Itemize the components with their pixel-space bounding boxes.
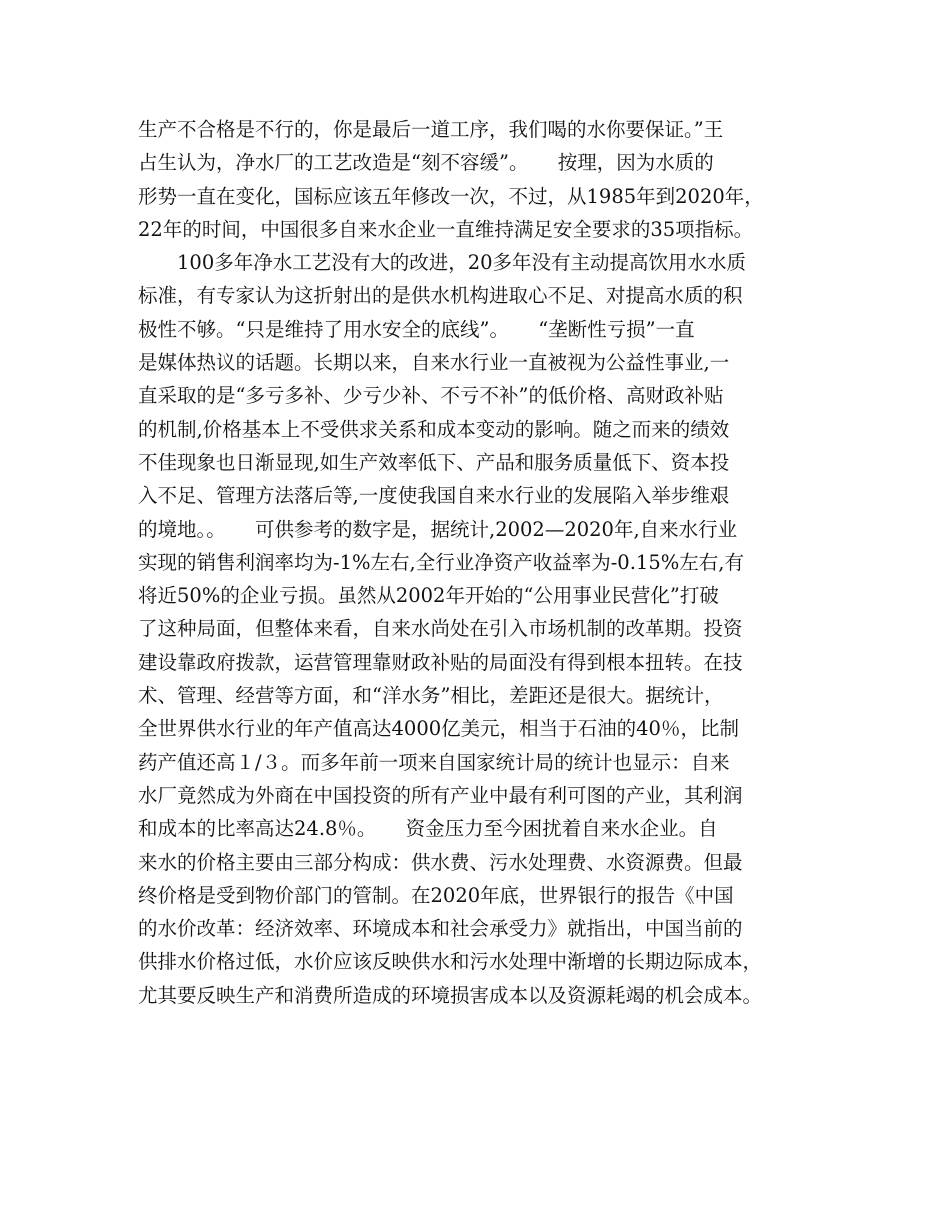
- text-line: 占生认为，净水厂的工艺改造是“刻不容缓”。 按理，因为水质的: [138, 151, 714, 175]
- text-line: 的机制,价格基本上不受供求关系和成本变动的影响。随之而来的绩效: [138, 417, 730, 441]
- text-line: 直采取的是“多亏多补、少亏少补、不亏不补”的低价格、高财政补贴: [138, 384, 724, 408]
- text-line: 的境地。。 可供参考的数字是，据统计,2002—2020年,自来水行业: [138, 517, 738, 541]
- text-line: 全世界供水行业的年产值高达4000亿美元，相当于石油的40％，比制: [138, 717, 739, 741]
- text-line: 入不足、管理方法落后等,一度使我国自来水行业的发展陷入举步维艰: [138, 484, 730, 508]
- text-line: 药产值还高１/３。而多年前一项来自国家统计局的统计也显示：自来: [138, 750, 730, 774]
- text-line: 建设靠政府拨款，运营管理靠财政补贴的局面没有得到根本扭转。在技: [138, 650, 743, 674]
- text-line: 和成本的比率高达24.8％。 资金压力至今困扰着自来水企业。自: [138, 817, 718, 841]
- text-line: 形势一直在变化，国标应该五年修改一次，不过，从1985年到2020年，: [138, 184, 764, 208]
- paragraph-first-line: 100多年净水工艺没有大的改进，20多年没有主动提高饮用水水质: [177, 251, 747, 275]
- text-line: 将近50%的企业亏损。虽然从2002年开始的“公用事业民营化”打破: [138, 584, 719, 608]
- text-line: 极性不够。“只是维持了用水安全的底线”。 “垄断性亏损”一直: [138, 317, 695, 341]
- text-line: 的水价改革：经济效率、环境成本和社会承受力》就指出，中国当前的: [138, 917, 743, 941]
- body-text: [138, 113, 828, 1012]
- text-line: 实现的销售利润率均为-1%左右,全行业净资产收益率为-0.15%左右,有: [138, 550, 744, 574]
- text-line: 不佳现象也日渐显现,如生产效率低下、产品和服务质量低下、资本投: [138, 450, 730, 474]
- text-line: 是媒体热议的话题。长期以来，自来水行业一直被视为公益性事业,一: [138, 351, 730, 375]
- text-line: 尤其要反映生产和消费所造成的环境损害成本以及资源耗竭的机会成本。: [138, 983, 763, 1007]
- text-line: 22年的时间，中国很多自来水企业一直维持满足安全要求的35项指标。: [138, 217, 754, 241]
- text-line: 供排水价格过低，水价应该反映供水和污水处理中渐增的长期边际成本，: [138, 950, 763, 974]
- text-line: 标准，有专家认为这折射出的是供水机构进取心不足、对提高水质的积: [138, 284, 743, 308]
- text-line: 水厂竟然成为外商在中国投资的所有产业中最有利可图的产业，其利润: [138, 783, 743, 807]
- text-line: 终价格是受到物价部门的管制。在2020年底，世界银行的报告《中国: [138, 883, 734, 907]
- text-line: 术、管理、经营等方面，和“洋水务”相比，差距还是很大。据统计，: [138, 684, 724, 708]
- text-line: 了这种局面，但整体来看，自来水尚处在引入市场机制的改革期。投资: [138, 617, 743, 641]
- text-line: 来水的价格主要由三部分构成：供水费、污水处理费、水资源费。但最: [138, 850, 743, 874]
- text-line: 生产不合格是不行的，你是最后一道工序，我们喝的水你要保证。”王: [138, 118, 724, 141]
